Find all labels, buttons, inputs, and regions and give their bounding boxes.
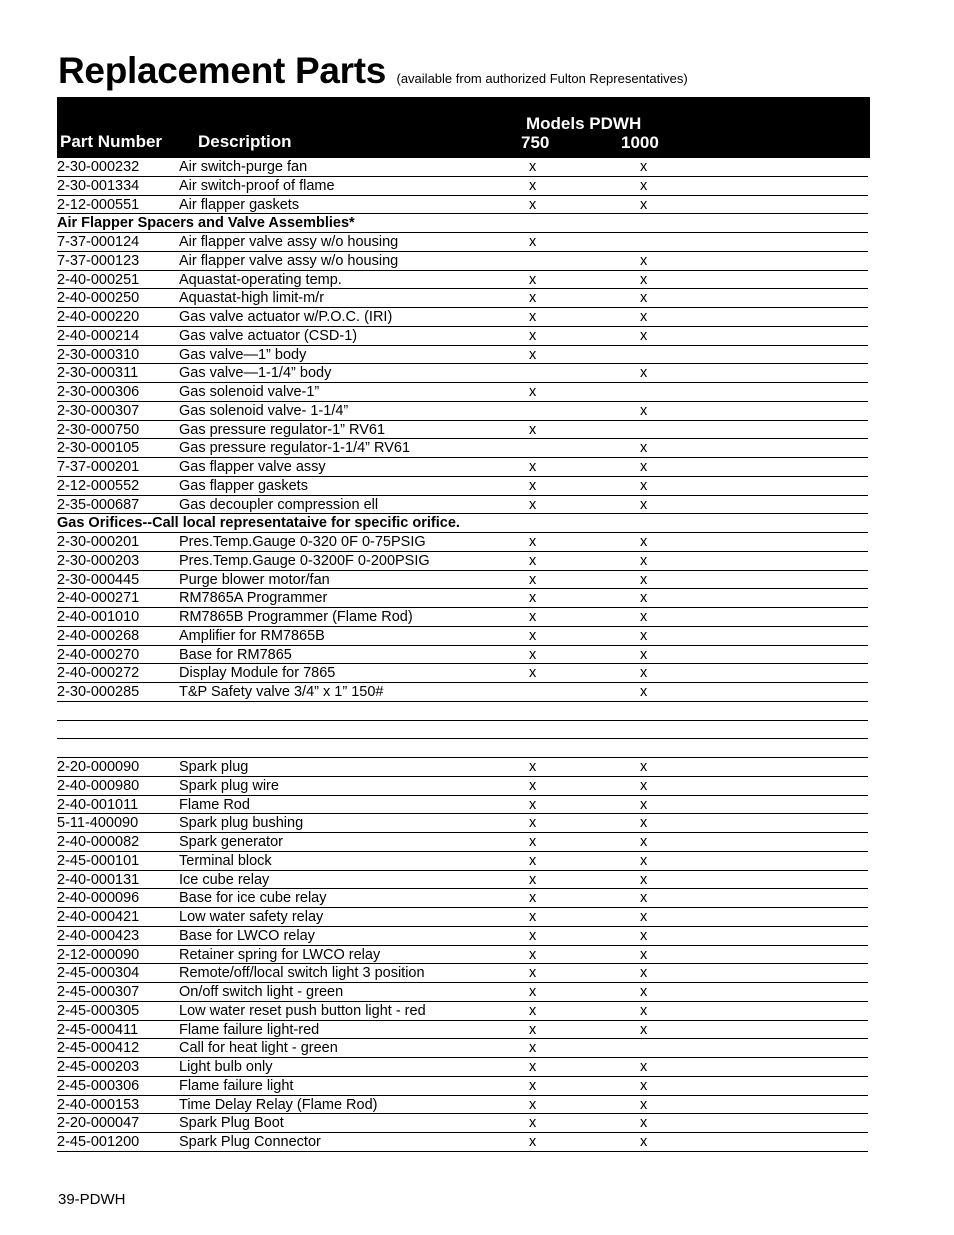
table-row xyxy=(57,683,868,702)
table-row xyxy=(57,196,868,215)
description-cell: Pres.Temp.Gauge 0-320 0F 0-75PSIG xyxy=(179,534,426,550)
model-750-cell: x xyxy=(529,290,537,307)
table-row xyxy=(57,421,868,440)
model-1000-cell: x xyxy=(640,984,648,1000)
part-number-cell: 2-45-000305 xyxy=(57,1002,140,1019)
model-750-cell: x xyxy=(529,1096,537,1113)
model-750-cell: x xyxy=(529,871,537,888)
part-number-cell: 2-20-000090 xyxy=(57,759,140,775)
model-1000-cell: x xyxy=(640,534,648,550)
model-1000-cell: x xyxy=(640,590,648,607)
model-750-cell: x xyxy=(529,571,537,588)
description-cell: Aquastat-operating temp. xyxy=(179,271,342,288)
model-750-cell: x xyxy=(529,927,537,944)
part-number-cell: 2-20-000047 xyxy=(57,1115,140,1132)
description-cell: Base for RM7865 xyxy=(179,646,292,663)
description-cell: Spark Plug Boot xyxy=(179,1115,284,1132)
description-cell: Air switch-proof of flame xyxy=(179,177,335,194)
table-row xyxy=(57,833,868,852)
model-1000-cell: x xyxy=(640,252,648,269)
description-cell: Call for heat light - green xyxy=(179,1040,338,1057)
model-1000-cell: x xyxy=(640,1134,648,1150)
part-number-cell: 2-40-000131 xyxy=(57,871,140,888)
description-cell: Spark plug xyxy=(179,759,249,775)
part-number-cell: 2-40-001010 xyxy=(57,609,140,625)
description-cell: Ice cube relay xyxy=(179,871,270,888)
table-row xyxy=(57,927,868,946)
part-number-cell: 2-40-000271 xyxy=(57,590,140,607)
model-1000-cell: x xyxy=(640,271,648,288)
header-model-1000: 1000 xyxy=(621,133,659,152)
part-number-cell: 2-45-000101 xyxy=(57,852,140,869)
section-row xyxy=(57,514,868,533)
table-row xyxy=(57,908,868,927)
part-number-cell: 2-30-000750 xyxy=(57,421,140,438)
section-row xyxy=(57,214,868,233)
header-part-number: Part Number xyxy=(60,132,163,151)
table-row xyxy=(57,664,868,683)
model-1000-cell: x xyxy=(640,609,648,625)
table-row xyxy=(57,289,868,308)
model-1000-cell: x xyxy=(640,759,648,775)
model-1000-cell: x xyxy=(640,946,648,963)
table-row xyxy=(57,796,868,815)
part-number-cell: 2-30-000307 xyxy=(57,402,140,419)
model-1000-cell: x xyxy=(640,646,648,663)
blank-row xyxy=(57,702,868,721)
table-row xyxy=(57,552,868,571)
model-750-cell: x xyxy=(529,327,537,344)
parts-table xyxy=(57,158,868,1152)
part-number-cell: 2-45-001200 xyxy=(57,1134,140,1150)
table-row xyxy=(57,439,868,458)
model-1000-cell: x xyxy=(640,796,648,813)
page-footer: 39-PDWH xyxy=(58,1191,126,1208)
model-1000-cell: x xyxy=(640,665,648,682)
model-750-cell: x xyxy=(529,984,537,1000)
model-1000-cell: x xyxy=(640,1115,648,1132)
part-number-cell: 2-40-000220 xyxy=(57,309,140,325)
model-750-cell: x xyxy=(529,909,537,925)
table-row xyxy=(57,871,868,890)
model-750-cell: x xyxy=(529,1134,537,1150)
table-row xyxy=(57,327,868,346)
model-750-cell: x xyxy=(529,196,537,213)
description-cell: Gas solenoid valve- 1-1/4” xyxy=(179,402,349,419)
part-number-cell: 2-30-000203 xyxy=(57,552,140,569)
model-1000-cell: x xyxy=(640,909,648,925)
description-cell: Spark Plug Connector xyxy=(179,1134,321,1150)
table-row xyxy=(57,571,868,590)
description-cell: Low water reset push button light - red xyxy=(179,1002,426,1019)
part-number-cell: 2-12-000090 xyxy=(57,946,140,963)
table-row xyxy=(57,364,868,383)
model-750-cell: x xyxy=(529,1059,537,1075)
model-750-cell: x xyxy=(529,834,537,850)
table-row xyxy=(57,758,868,777)
model-750-cell: x xyxy=(529,890,537,907)
part-number-cell: 2-30-000285 xyxy=(57,684,140,700)
model-1000-cell: x xyxy=(640,327,648,344)
table-row xyxy=(57,1133,868,1152)
part-number-cell: 2-45-000411 xyxy=(57,1021,139,1038)
part-number-cell: 2-12-000552 xyxy=(57,477,140,494)
part-number-cell: 2-40-000153 xyxy=(57,1096,140,1113)
model-750-cell: x xyxy=(529,552,537,569)
model-750-cell: x xyxy=(529,496,537,513)
table-row xyxy=(57,1039,868,1058)
model-1000-cell: x xyxy=(640,196,648,213)
table-row xyxy=(57,814,868,833)
description-cell: Flame failure light xyxy=(179,1077,294,1094)
model-750-cell: x xyxy=(529,159,537,175)
blank-row xyxy=(57,721,868,740)
description-cell: Gas valve actuator w/P.O.C. (IRI) xyxy=(179,309,393,325)
description-cell: Gas valve—1” body xyxy=(179,346,307,363)
model-750-cell: x xyxy=(529,590,537,607)
table-row xyxy=(57,608,868,627)
part-number-cell: 2-40-000082 xyxy=(57,834,140,850)
model-1000-cell: x xyxy=(640,815,648,832)
table-row xyxy=(57,1002,868,1021)
model-750-cell: x xyxy=(529,271,537,288)
model-1000-cell: x xyxy=(640,365,648,382)
table-row xyxy=(57,627,868,646)
table-row xyxy=(57,1114,868,1133)
description-cell: Gas flapper valve assy xyxy=(179,459,326,475)
description-cell: Gas pressure regulator-1” RV61 xyxy=(179,421,386,438)
description-cell: On/off switch light - green xyxy=(179,984,344,1000)
model-750-cell: x xyxy=(529,1040,537,1057)
page-subtitle: (available from authorized Fulton Representatives) xyxy=(396,71,688,86)
model-750-cell: x xyxy=(529,627,537,644)
model-1000-cell: x xyxy=(640,290,648,307)
table-row xyxy=(57,158,868,177)
description-cell: Air flapper valve assy w/o housing xyxy=(179,234,399,250)
description-cell: Gas flapper gaskets xyxy=(179,477,308,494)
part-number-cell: 2-45-000307 xyxy=(57,984,140,1000)
model-1000-cell: x xyxy=(640,777,648,794)
header-description: Description xyxy=(198,132,292,151)
part-number-cell: 2-40-000268 xyxy=(57,627,140,644)
part-number-cell: 2-30-000232 xyxy=(57,159,140,175)
description-cell: Gas valve actuator (CSD-1) xyxy=(179,327,358,344)
table-row xyxy=(57,271,868,290)
model-1000-cell: x xyxy=(640,1021,648,1038)
part-number-cell: 2-45-000412 xyxy=(57,1040,140,1057)
section-title: Gas Orifices--Call local representataive for specific orifice. xyxy=(57,515,460,532)
model-750-cell: x xyxy=(529,177,537,194)
table-row xyxy=(57,233,868,252)
model-1000-cell: x xyxy=(640,177,648,194)
part-number-cell: 2-40-000421 xyxy=(57,909,140,925)
description-cell: Pres.Temp.Gauge 0-3200F 0-200PSIG xyxy=(179,552,430,569)
table-row xyxy=(57,308,868,327)
model-750-cell: x xyxy=(529,421,537,438)
table-row xyxy=(57,983,868,1002)
model-750-cell: x xyxy=(529,852,537,869)
description-cell: Retainer spring for LWCO relay xyxy=(179,946,381,963)
model-1000-cell: x xyxy=(640,1059,648,1075)
table-row xyxy=(57,252,868,271)
model-750-cell: x xyxy=(529,815,537,832)
model-750-cell: x xyxy=(529,459,537,475)
table-row xyxy=(57,889,868,908)
model-750-cell: x xyxy=(529,534,537,550)
model-1000-cell: x xyxy=(640,627,648,644)
part-number-cell: 7-37-000124 xyxy=(57,234,140,250)
model-1000-cell: x xyxy=(640,309,648,325)
part-number-cell: 2-30-000306 xyxy=(57,384,140,400)
description-cell: Gas decoupler compression ell xyxy=(179,496,379,513)
model-750-cell: x xyxy=(529,1002,537,1019)
model-1000-cell: x xyxy=(640,852,648,869)
page-title: Replacement Parts xyxy=(58,50,387,91)
part-number-cell: 7-37-000123 xyxy=(57,252,140,269)
model-750-cell: x xyxy=(529,346,537,363)
description-cell: Air flapper valve assy w/o housing xyxy=(179,252,399,269)
model-1000-cell: x xyxy=(640,1096,648,1113)
description-cell: Display Module for 7865 xyxy=(179,665,336,682)
table-row xyxy=(57,458,868,477)
description-cell: Terminal block xyxy=(179,852,272,869)
description-cell: Purge blower motor/fan xyxy=(179,571,330,588)
description-cell: Time Delay Relay (Flame Rod) xyxy=(179,1096,378,1113)
description-cell: Spark plug wire xyxy=(179,777,279,794)
table-row xyxy=(57,646,868,665)
model-750-cell: x xyxy=(529,309,537,325)
table-row xyxy=(57,383,868,402)
table-row xyxy=(57,496,868,515)
description-cell: Amplifier for RM7865B xyxy=(179,627,325,644)
description-cell: Remote/off/local switch light 3 position xyxy=(179,965,425,982)
model-750-cell: x xyxy=(529,234,537,250)
description-cell: Base for ice cube relay xyxy=(179,890,327,907)
description-cell: Flame failure light-red xyxy=(179,1021,320,1038)
table-row xyxy=(57,1077,868,1096)
table-row xyxy=(57,477,868,496)
part-number-cell: 2-30-000310 xyxy=(57,346,140,363)
model-750-cell: x xyxy=(529,384,537,400)
part-number-cell: 2-35-000687 xyxy=(57,496,140,513)
description-cell: Air flapper gaskets xyxy=(179,196,300,213)
table-row xyxy=(57,346,868,365)
description-cell: Gas solenoid valve-1” xyxy=(179,384,320,400)
part-number-cell: 2-45-000306 xyxy=(57,1077,140,1094)
model-1000-cell: x xyxy=(640,571,648,588)
part-number-cell: 2-30-000311 xyxy=(57,365,139,382)
part-number-cell: 2-40-000214 xyxy=(57,327,140,344)
description-cell: T&P Safety valve 3/4” x 1” 150# xyxy=(179,684,384,700)
description-cell: Gas pressure regulator-1-1/4” RV61 xyxy=(179,440,411,457)
header-models: Models PDWH xyxy=(526,114,642,133)
part-number-cell: 2-40-000250 xyxy=(57,290,140,307)
model-750-cell: x xyxy=(529,796,537,813)
model-1000-cell: x xyxy=(640,834,648,850)
part-number-cell: 2-30-001334 xyxy=(57,177,140,194)
model-1000-cell: x xyxy=(640,927,648,944)
table-row xyxy=(57,946,868,965)
part-number-cell: 2-12-000551 xyxy=(57,196,140,213)
description-cell: Spark plug bushing xyxy=(179,815,304,832)
model-1000-cell: x xyxy=(640,871,648,888)
part-number-cell: 2-40-000270 xyxy=(57,646,140,663)
description-cell: Aquastat-high limit-m/r xyxy=(179,290,325,307)
model-750-cell: x xyxy=(529,777,537,794)
part-number-cell: 2-30-000445 xyxy=(57,571,140,588)
model-1000-cell: x xyxy=(640,890,648,907)
model-1000-cell: x xyxy=(640,684,648,700)
description-cell: RM7865B Programmer (Flame Rod) xyxy=(179,609,413,625)
model-1000-cell: x xyxy=(640,1077,648,1094)
table-row xyxy=(57,589,868,608)
part-number-cell: 2-40-000251 xyxy=(57,271,140,288)
description-cell: Base for LWCO relay xyxy=(179,927,315,944)
table-row xyxy=(57,533,868,552)
model-750-cell: x xyxy=(529,609,537,625)
page-title-row xyxy=(58,50,688,92)
table-row xyxy=(57,402,868,421)
model-1000-cell: x xyxy=(640,496,648,513)
part-number-cell: 5-11-400090 xyxy=(57,815,139,832)
model-750-cell: x xyxy=(529,965,537,982)
model-750-cell: x xyxy=(529,759,537,775)
table-row xyxy=(57,177,868,196)
description-cell: RM7865A Programmer xyxy=(179,590,328,607)
description-cell: Flame Rod xyxy=(179,796,250,813)
model-1000-cell: x xyxy=(640,1002,648,1019)
model-750-cell: x xyxy=(529,1077,537,1094)
description-cell: Low water safety relay xyxy=(179,909,324,925)
model-1000-cell: x xyxy=(640,477,648,494)
header-model-750: 750 xyxy=(521,133,550,152)
section-title: Air Flapper Spacers and Valve Assemblies* xyxy=(57,215,355,232)
table-header xyxy=(57,97,870,158)
table-row xyxy=(57,1058,868,1077)
model-750-cell: x xyxy=(529,1021,537,1038)
model-1000-cell: x xyxy=(640,402,648,419)
model-750-cell: x xyxy=(529,646,537,663)
part-number-cell: 2-45-000304 xyxy=(57,965,140,982)
model-750-cell: x xyxy=(529,477,537,494)
model-750-cell: x xyxy=(529,1115,537,1132)
model-750-cell: x xyxy=(529,946,537,963)
description-cell: Spark generator xyxy=(179,834,283,850)
part-number-cell: 2-40-000096 xyxy=(57,890,140,907)
table-row xyxy=(57,1096,868,1115)
description-cell: Air switch-purge fan xyxy=(179,159,308,175)
part-number-cell: 2-40-000980 xyxy=(57,777,140,794)
table-row xyxy=(57,777,868,796)
model-1000-cell: x xyxy=(640,159,648,175)
part-number-cell: 7-37-000201 xyxy=(57,459,140,475)
table-row xyxy=(57,1021,868,1040)
part-number-cell: 2-40-001011 xyxy=(57,796,139,813)
model-750-cell: x xyxy=(529,665,537,682)
table-row xyxy=(57,964,868,983)
table-row xyxy=(57,852,868,871)
part-number-cell: 2-40-000423 xyxy=(57,927,140,944)
model-1000-cell: x xyxy=(640,440,648,457)
model-1000-cell: x xyxy=(640,459,648,475)
description-cell: Gas valve—1-1/4” body xyxy=(179,365,332,382)
part-number-cell: 2-45-000203 xyxy=(57,1059,140,1075)
part-number-cell: 2-30-000201 xyxy=(57,534,140,550)
model-1000-cell: x xyxy=(640,552,648,569)
description-cell: Light bulb only xyxy=(179,1059,273,1075)
part-number-cell: 2-40-000272 xyxy=(57,665,140,682)
blank-row xyxy=(57,739,868,758)
model-1000-cell: x xyxy=(640,965,648,982)
part-number-cell: 2-30-000105 xyxy=(57,440,140,457)
